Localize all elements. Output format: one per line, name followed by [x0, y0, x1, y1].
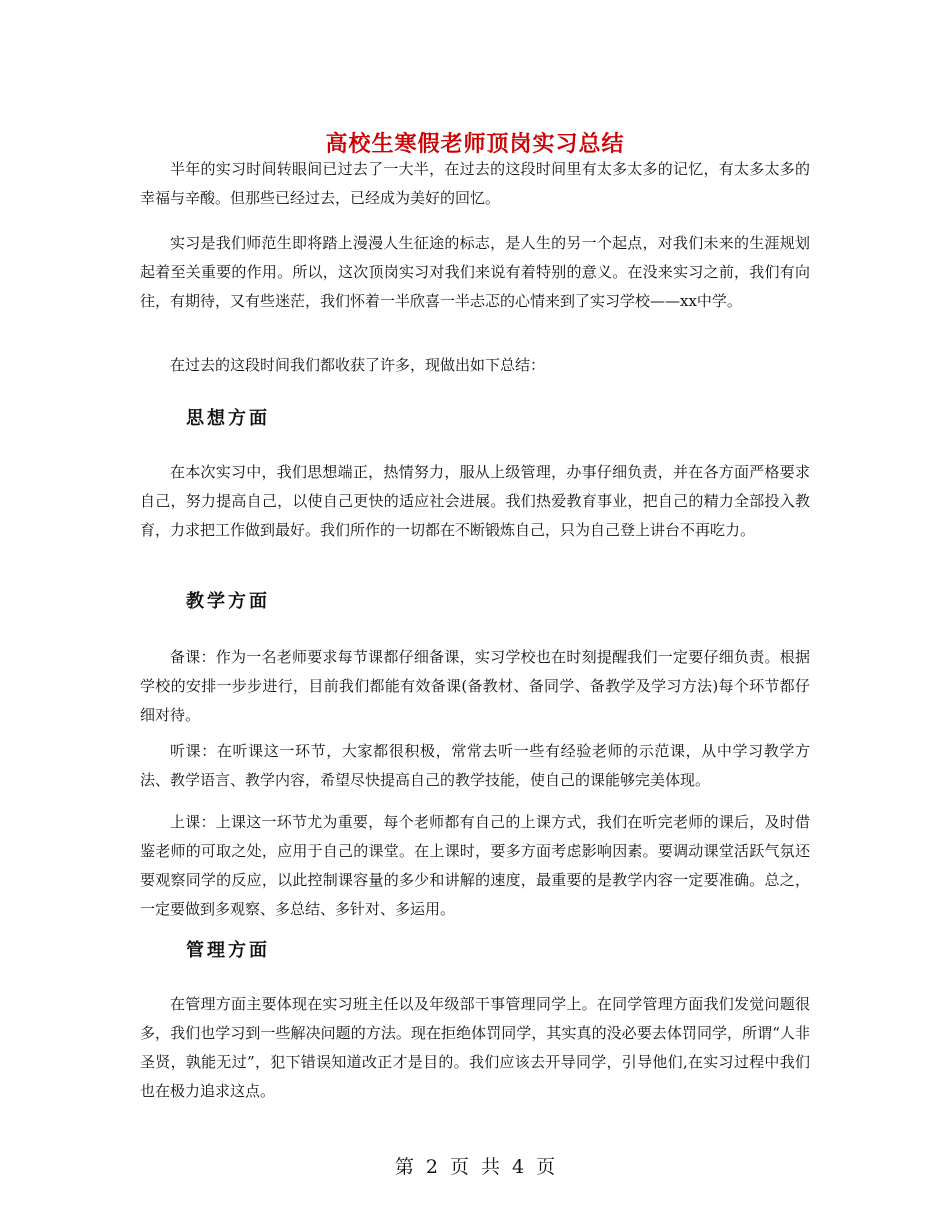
paragraph-observation: 听课：在听课这一环节，大家都很积极，常常去听一些有经验老师的示范课，从中学习教学方法、教学语言、教学内容，希望尽快提高自己的教学技能，使自己的课能够完美体现。 [140, 742, 810, 789]
paragraph-lesson-prep: 备课：作为一名老师要求每节课都仔细备课，实习学校也在时刻提醒我们一定要仔细负责。根据学校的安排一步步进行，目前我们都能有效备课(备教材、备同学、备教学及学习方法)每个环节都仔细对待。 [140, 648, 810, 724]
paragraph-teaching-class: 上课：上课这一环节尤为重要，每个老师都有自己的上课方式，我们在听完老师的课后，及时借鉴老师的可取之处，应用于自己的课堂。在上课时，要多方面考虑影响因素。要调动课堂活跃气氛还要观察同学的反应，以此控制课容量的多少和讲解的速度，最重要的是教学内容一定要准确。总之，一定要做到多观察、多总结、多针对、多运用。 [140, 813, 810, 918]
section-heading-management: 管理方面 [186, 940, 270, 961]
paragraph-management: 在管理方面主要体现在实习班主任以及年级部干事管理同学上。在同学管理方面我们发觉问题很多，我们也学习到一些解决问题的方法。现在拒绝体罚同学，其实真的没必要去体罚同学，所谓“人非圣贤，孰能无过”，犯下错误知道改正才是目的。我们应该去开导同学，引导他们,在实习过程中我们也在极力追求这点。 [140, 995, 810, 1100]
section-heading-teaching: 教学方面 [186, 591, 270, 612]
paragraph-intro: 半年的实习时间转眼间已过去了一大半，在过去的这段时间里有太多太多的记忆，有太多太多的幸福与辛酸。但那些已经过去，已经成为美好的回忆。 [140, 160, 810, 207]
paragraph-thought: 在本次实习中，我们思想端正，热情努力，服从上级管理，办事仔细负责，并在各方面严格要求自己，努力提高自己，以使自己更快的适应社会进展。我们热爱教育事业，把自己的精力全部投入教育，力求把工作做到最好。我们所作的一切都在不断锻炼自己，只为自己登上讲台不再吃力。 [140, 463, 810, 539]
page-footer: 第 2 页 共 4 页 [394, 1156, 556, 1178]
section-heading-thought: 思想方面 [186, 408, 270, 429]
paragraph-summary-lead: 在过去的这段时间我们都收获了许多，现做出如下总结： [170, 356, 546, 374]
paragraph-significance: 实习是我们师范生即将踏上漫漫人生征途的标志，是人生的另一个起点，对我们未来的生涯规划起着至关重要的作用。所以，这次顶岗实习对我们来说有着特别的意义。在没来实习之前，我们有向往，有期待，又有些迷茫，我们怀着一半欣喜一半忐忑的心情来到了实习学校——xx中学。 [140, 234, 810, 310]
document-title: 高校生寒假老师顶岗实习总结 [325, 130, 625, 157]
